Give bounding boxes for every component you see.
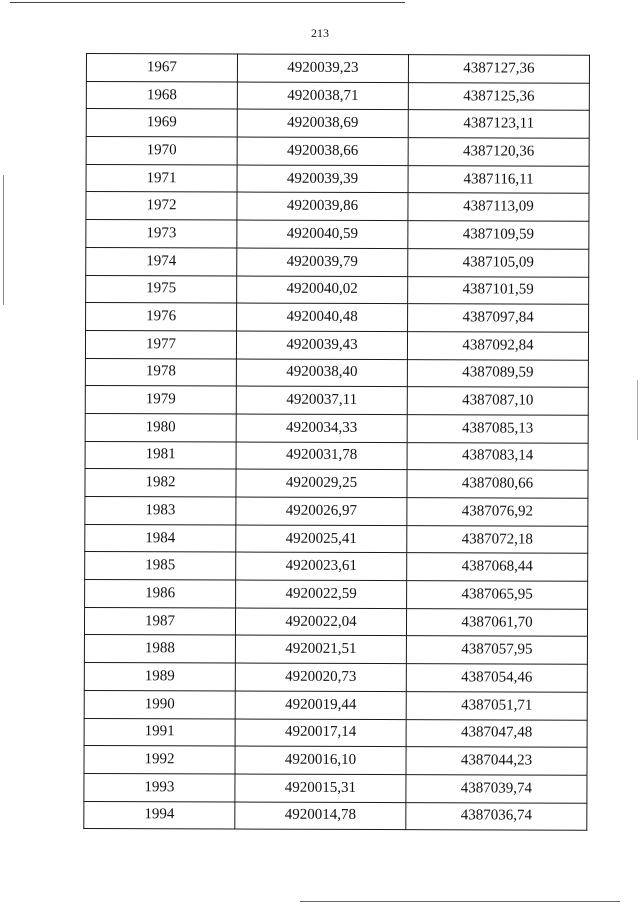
x-coordinate-cell: 4920019,44 (235, 691, 406, 719)
y-coordinate-cell: 4387116,11 (408, 165, 589, 193)
year-cell: 1991 (84, 718, 235, 746)
y-coordinate-cell: 4387044,23 (406, 747, 587, 775)
table-row (85, 386, 588, 415)
x-coordinate-cell: 4920038,71 (237, 82, 408, 110)
x-coordinate-cell: 4920040,48 (237, 303, 408, 331)
year-cell: 1978 (85, 358, 236, 386)
y-coordinate-cell: 4387109,59 (408, 221, 589, 249)
table-row (86, 137, 589, 166)
year-cell: 1974 (86, 247, 237, 275)
table-body (84, 54, 590, 831)
x-coordinate-cell: 4920039,39 (237, 165, 408, 193)
table-row (86, 81, 589, 110)
x-coordinate-cell: 4920029,25 (236, 469, 407, 497)
x-coordinate-cell: 4920039,23 (237, 54, 408, 82)
x-coordinate-cell: 4920023,61 (236, 552, 407, 580)
left-scan-mark (3, 175, 4, 305)
table-row (84, 663, 587, 692)
y-coordinate-cell: 4387101,59 (408, 276, 589, 304)
year-cell: 1981 (85, 441, 236, 469)
table-row (86, 109, 589, 138)
table-row (86, 247, 589, 276)
x-coordinate-cell: 4920022,59 (236, 580, 407, 608)
x-coordinate-cell: 4920015,31 (235, 774, 406, 802)
year-cell: 1971 (86, 164, 237, 192)
x-coordinate-cell: 4920038,66 (237, 137, 408, 165)
year-cell: 1985 (85, 552, 236, 580)
table-row (85, 496, 588, 525)
y-coordinate-cell: 4387068,44 (407, 553, 588, 581)
year-cell: 1970 (86, 137, 237, 165)
year-cell: 1992 (84, 746, 235, 774)
y-coordinate-cell: 4387085,13 (407, 415, 588, 443)
x-coordinate-cell: 4920039,43 (236, 331, 407, 359)
table-row (84, 718, 587, 747)
year-cell: 1980 (85, 413, 236, 441)
bottom-scan-rule (300, 901, 620, 902)
x-coordinate-cell: 4920022,04 (235, 608, 406, 636)
y-coordinate-cell: 4387123,11 (408, 110, 589, 138)
table-row (84, 690, 587, 719)
y-coordinate-cell: 4387087,10 (407, 387, 588, 415)
x-coordinate-cell: 4920040,59 (237, 220, 408, 248)
x-coordinate-cell: 4920014,78 (235, 802, 406, 830)
table-row (84, 801, 587, 830)
year-cell: 1969 (86, 109, 237, 137)
x-coordinate-cell: 4920025,41 (236, 525, 407, 553)
y-coordinate-cell: 4387120,36 (408, 138, 589, 166)
table-row (84, 773, 587, 802)
year-cell: 1986 (85, 580, 236, 608)
table-row (85, 552, 588, 581)
x-coordinate-cell: 4920037,11 (236, 386, 407, 414)
y-coordinate-cell: 4387105,09 (408, 248, 589, 276)
table-row (86, 275, 589, 304)
top-scan-rule (10, 2, 405, 3)
table-row (86, 303, 589, 332)
table-row (85, 441, 588, 470)
table-row (85, 469, 588, 498)
year-cell: 1984 (85, 524, 236, 552)
table-row (85, 413, 588, 442)
y-coordinate-cell: 4387080,66 (407, 470, 588, 498)
y-coordinate-cell: 4387054,46 (406, 664, 587, 692)
y-coordinate-cell: 4387089,59 (407, 359, 588, 387)
table-row (85, 330, 588, 359)
y-coordinate-cell: 4387072,18 (407, 525, 588, 553)
right-scan-mark (637, 380, 638, 440)
table-row (85, 580, 588, 609)
year-cell: 1972 (86, 192, 237, 220)
year-cell: 1968 (86, 81, 237, 109)
x-coordinate-cell: 4920021,51 (235, 635, 406, 663)
x-coordinate-cell: 4920031,78 (236, 442, 407, 470)
table-row (85, 358, 588, 387)
x-coordinate-cell: 4920016,10 (235, 746, 406, 774)
y-coordinate-cell: 4387047,48 (406, 719, 587, 747)
y-coordinate-cell: 4387125,36 (408, 82, 589, 110)
y-coordinate-cell: 4387065,95 (407, 581, 588, 609)
table-row (86, 164, 589, 193)
year-cell: 1988 (84, 635, 235, 663)
x-coordinate-cell: 4920017,14 (235, 719, 406, 747)
y-coordinate-cell: 4387061,70 (406, 608, 587, 636)
y-coordinate-cell: 4387092,84 (407, 331, 588, 359)
y-coordinate-cell: 4387051,71 (406, 691, 587, 719)
year-cell: 1989 (84, 663, 235, 691)
table-row (84, 635, 587, 664)
coordinates-table-container (83, 53, 586, 831)
table-row (86, 54, 589, 83)
year-cell: 1975 (86, 275, 237, 303)
year-cell: 1967 (86, 54, 237, 82)
year-cell: 1977 (85, 330, 236, 358)
x-coordinate-cell: 4920038,40 (236, 359, 407, 387)
table-row (84, 746, 587, 775)
y-coordinate-cell: 4387083,14 (407, 442, 588, 470)
x-coordinate-cell: 4920039,79 (237, 248, 408, 276)
year-cell: 1987 (84, 607, 235, 635)
table-row (86, 220, 589, 249)
x-coordinate-cell: 4920026,97 (236, 497, 407, 525)
x-coordinate-cell: 4920034,33 (236, 414, 407, 442)
x-coordinate-cell: 4920040,02 (237, 276, 408, 304)
table-row (86, 192, 589, 221)
table-row (85, 524, 588, 553)
year-cell: 1979 (85, 386, 236, 414)
y-coordinate-cell: 4387127,36 (408, 55, 589, 83)
x-coordinate-cell: 4920038,69 (237, 109, 408, 137)
x-coordinate-cell: 4920020,73 (235, 663, 406, 691)
coordinates-table (83, 53, 590, 831)
y-coordinate-cell: 4387076,92 (407, 498, 588, 526)
y-coordinate-cell: 4387113,09 (408, 193, 589, 221)
year-cell: 1982 (85, 469, 236, 497)
year-cell: 1976 (86, 303, 237, 331)
year-cell: 1983 (85, 496, 236, 524)
year-cell: 1994 (84, 801, 235, 829)
year-cell: 1973 (86, 220, 237, 248)
page-number: 213 (311, 26, 329, 40)
x-coordinate-cell: 4920039,86 (237, 192, 408, 220)
y-coordinate-cell: 4387097,84 (408, 304, 589, 332)
year-cell: 1993 (84, 773, 235, 801)
table-row (84, 607, 587, 636)
year-cell: 1990 (84, 690, 235, 718)
y-coordinate-cell: 4387039,74 (406, 774, 587, 802)
y-coordinate-cell: 4387036,74 (406, 802, 587, 830)
y-coordinate-cell: 4387057,95 (406, 636, 587, 664)
